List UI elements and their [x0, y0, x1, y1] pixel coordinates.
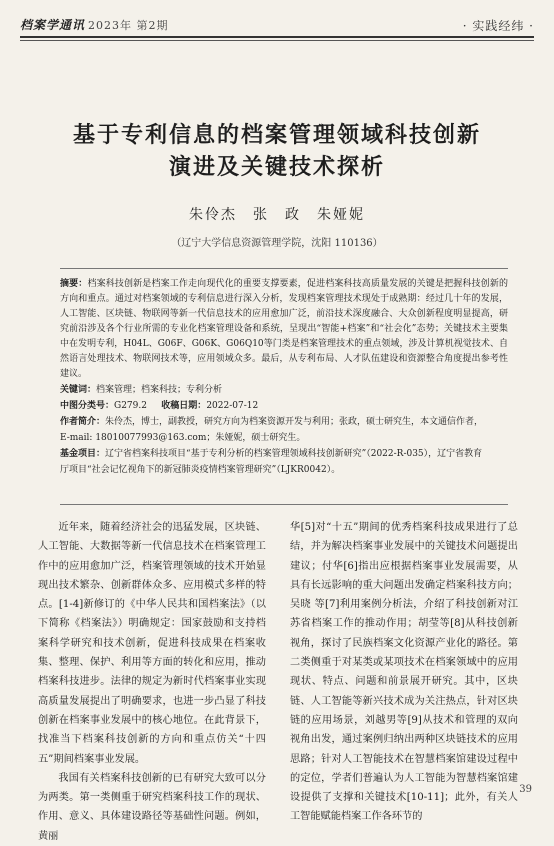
section-label: · 实践经纬 · [462, 19, 534, 33]
affiliation: （辽宁大学信息资源管理学院，沈阳 110136） [171, 238, 383, 249]
received-label: 收稿日期： [161, 401, 207, 411]
abstract [60, 277, 508, 382]
fund-row [60, 446, 508, 462]
author-intro-row [60, 414, 508, 430]
abstract-block [60, 268, 508, 478]
author-email: E-mail: 18010077993@163.com；朱娅妮，硕士研究生。 [60, 433, 306, 443]
fund-row-2 [60, 462, 508, 478]
body-column-right [290, 518, 518, 827]
authors: 朱伶杰 张 政 朱娅妮 [189, 207, 365, 223]
abstract-rule [60, 504, 508, 505]
issue-label: 2023年 第2期 [88, 19, 169, 32]
clc-label: 中图分类号： [60, 401, 115, 411]
author-intro-text: 朱伶杰，博士，副教授，研究方向为档案资源开发与利用；张政，硕士研究生，本文通信作者， [105, 417, 484, 427]
clc-value: G279.2 [114, 401, 147, 411]
header-rule-thin [20, 40, 534, 41]
keywords: 档案管理；档案科技；专利分析 [96, 385, 223, 395]
keywords-label: 关键词： [60, 385, 97, 395]
abstract-label: 摘要： [60, 279, 88, 289]
fund-label: 基金项目： [60, 449, 106, 459]
body-column-left [38, 518, 266, 846]
fund-text: 辽宁省档案科技项目“基于专利分析的档案管理领域科技创新研究”（2022-R-035），辽宁省教育 [105, 449, 483, 459]
header-rule [20, 36, 534, 38]
running-head [20, 14, 534, 34]
abstract-text: 档案科技创新是档案工作走向现代化的重要支撑要素，促进档案科技高质量发展的关键是把握科技创新的方向和重点。通过对档案领域的专利信息进行深入分析，发现档案管理技术现处于成熟期：经过几十年的发展，人工智能、区块链、物联网等新一代信息技术的应用愈加广泛，前沿技术深度融合、大众创新程度明显提高，研究前沿涉及各个行业所需的专业化档案管理设备和系统，呈现出“智能+档案”和“社会化”态势；关键技术主要集中在发明专利，H04L、G06F、G06K、G06Q10等门类是档案管理技术的重点领域，涉及计算机视觉技术、自然语言处理技术、物联网技术等，应用领域众多。最后，从专利布局、人才队伍建设和资源整合角度提出参考性建议。 [60, 279, 508, 379]
journal-name: 档案学通讯 [20, 18, 86, 32]
classification-row [60, 398, 508, 414]
page-number: 39 [519, 784, 532, 795]
keywords-row [60, 382, 508, 398]
body-paragraph: 华[5]对“十五”期间的优秀档案科技成果进行了总结，并为解决档案事业发展中的关键技术问题提出建议；付华[6]指出应根据档案事业发展需要，从具有长远影响的重大问题出发确定档案科技方向；吴晓 等[7]利用案例分析法，介绍了科技创新对江苏省档案工作的推动作用；胡莹等[8]从科技创新视角，探讨了民族档案文化资源产业化的路径。第二类侧重于对某类或某项技术在档案领域中的应用现状、特点、问题和前景展开研究。其中，区块链、人工智能等新兴技术成为关注热点，针对区块链的应用场景，刘越男等[9]从技术和管理的双向视角出发，通过案例归纳出两种区块链技术的应用思路；针对人工智能技术在智慧档案馆建设过程中的定位，学者们普遍认为人工智能为智慧档案馆建设提供了支撑和关键技术[10-11]；此外，有关人工智能赋能档案工作各环节的 [290, 522, 518, 823]
article-title-line2: 演进及关键技术探析 [168, 155, 385, 180]
body-paragraph: 近年来，随着经济社会的迅猛发展，区块链、人工智能、大数据等新一代信息技术在档案管理工作中的应用愈加广泛，档案管理领域的技术开始显现出技术繁杂、创新群体众多、应用模式多样的特点。[1-4]新修订的《中华人民共和国档案法》（以下简称《档案法》）明确规定：国家鼓励和支持档案科学研究和技术创新，促进科技成果在档案收集、整理、保护、利用等方面的转化和应用，推动档案科技进步。法律的规定为新时代档案事业实现高质量发展提出了明确要求，也进一步凸显了科技创新在档案事业发展中的核心地位。在此背景下，找准当下档案科技创新的方向和重点仿关“十四五”期间档案事业发展。 [38, 522, 266, 765]
article-title-line1: 基于专利信息的档案管理领域科技创新 [72, 123, 481, 148]
body-paragraph: 我国有关档案科技创新的已有研究大致可以分为两类。第一类侧重于研究档案科技工作的现状、作用、意义、具体建设路径等基础性问题。例如，黄丽 [38, 772, 266, 842]
author-email-row [60, 430, 508, 446]
received-date: 2022-07-12 [206, 401, 259, 411]
fund-text-2: 厅项目“社会记忆视角下的新冠肺炎疫情档案管理研究”（LJKR0042）。 [60, 465, 341, 475]
author-intro-label: 作者简介： [60, 417, 106, 427]
